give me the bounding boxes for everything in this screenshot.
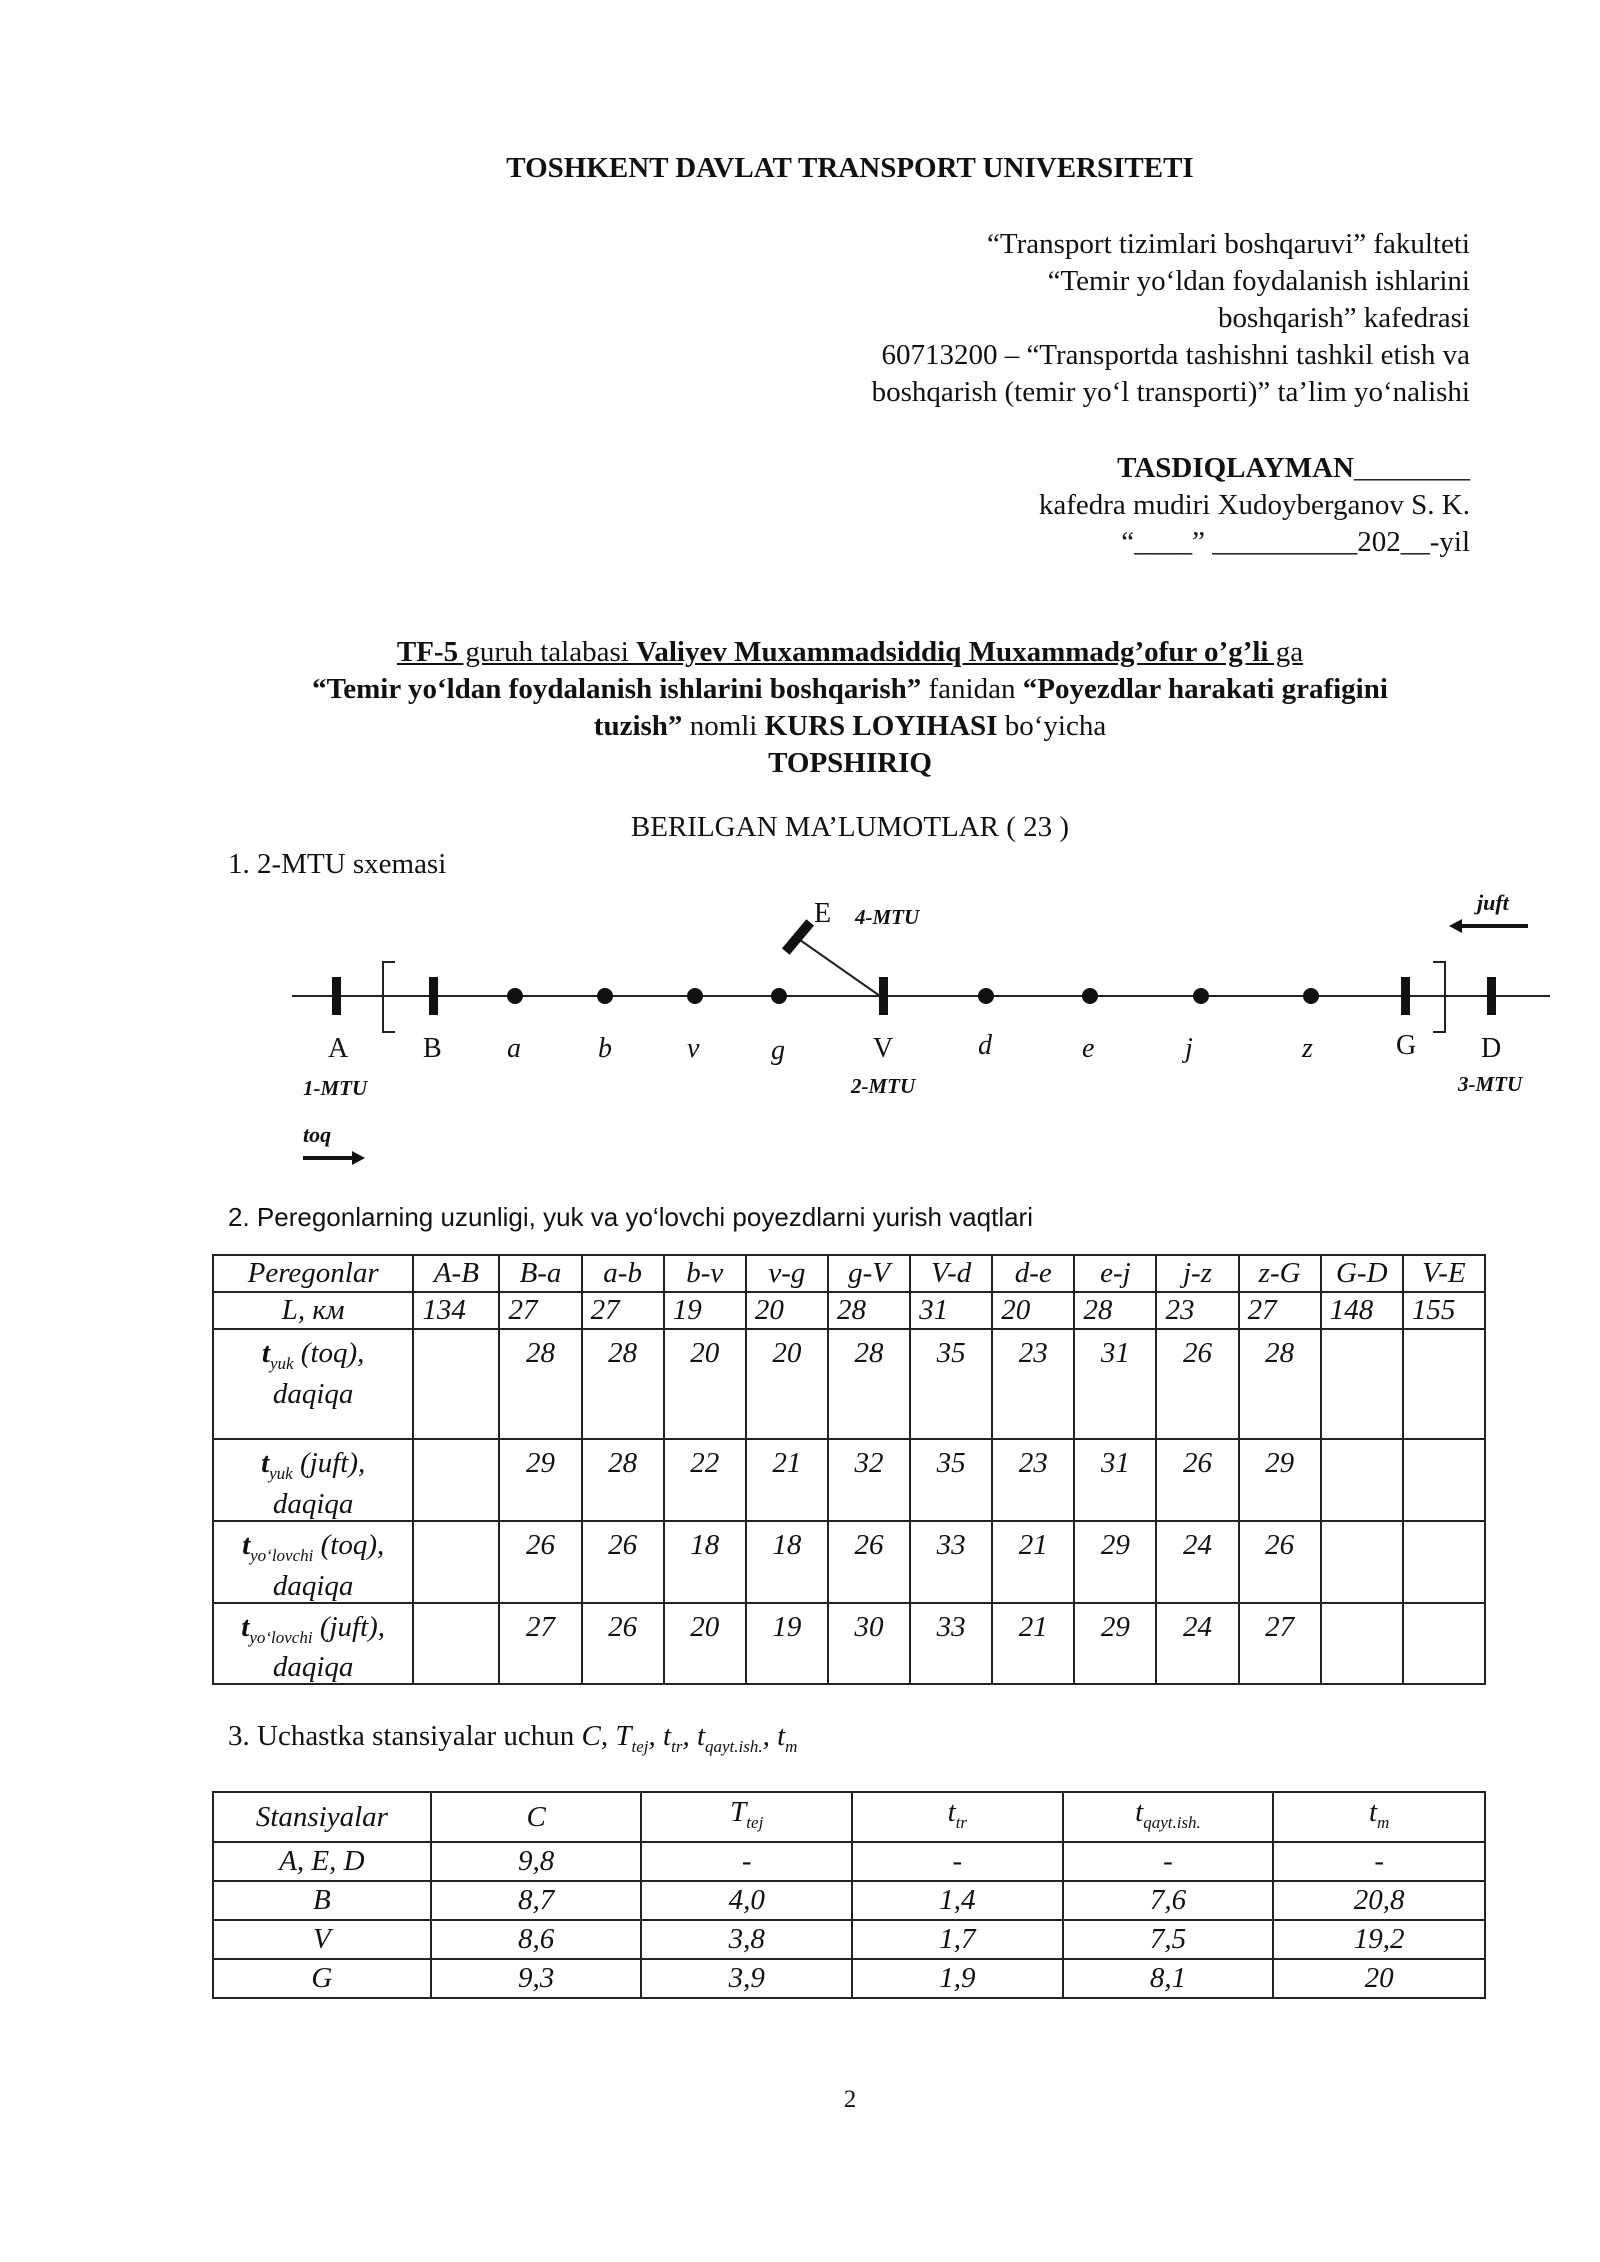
length-cell: 20 bbox=[992, 1292, 1074, 1329]
time-cell bbox=[1321, 1329, 1403, 1439]
segment-cell: G-D bbox=[1321, 1255, 1403, 1292]
time-cell: 27 bbox=[1239, 1603, 1321, 1685]
station-row bbox=[213, 1959, 1485, 1998]
time-row-label: $t_{yo‘lovchi}$ (juft), daqiqa bbox=[213, 1603, 413, 1685]
time-cell: 19 bbox=[746, 1603, 828, 1685]
station-cell: 20,8 bbox=[1273, 1881, 1485, 1920]
time-cell: 23 bbox=[992, 1329, 1074, 1439]
stations-table-header-row bbox=[213, 1792, 1485, 1842]
time-cell: 33 bbox=[910, 1521, 992, 1603]
length-cell: 155 bbox=[1403, 1292, 1485, 1329]
time-cell bbox=[1403, 1329, 1485, 1439]
section-1-title: 1. 2-MTU sxemasi bbox=[228, 848, 447, 880]
header-tej: $T_{tej}$ bbox=[641, 1792, 852, 1842]
station-cell: A, E, D bbox=[213, 1842, 431, 1881]
time-cell: 29 bbox=[1074, 1603, 1156, 1685]
station-cell: 1,4 bbox=[852, 1881, 1063, 1920]
time-cell: 31 bbox=[1074, 1329, 1156, 1439]
page-number: 2 bbox=[843, 2086, 857, 2113]
time-cell bbox=[413, 1329, 499, 1439]
station-cell: 8,1 bbox=[1063, 1959, 1274, 1998]
time-row-label: $t_{yuk}$ (juft), daqiqa bbox=[213, 1439, 413, 1521]
time-cell: 24 bbox=[1156, 1521, 1238, 1603]
stop-e-dot bbox=[1082, 988, 1098, 1004]
program-line-1: 60713200 – “Transportda tashishni tashkil etish va bbox=[881, 339, 1470, 371]
station-e-label: E bbox=[814, 898, 832, 929]
time-cell: 29 bbox=[499, 1439, 581, 1521]
segment-cell: V-d bbox=[910, 1255, 992, 1292]
program-line-2: boshqarish (temir yo‘l transporti)” ta’lim yo‘nalishi bbox=[871, 376, 1470, 408]
time-cell: 26 bbox=[1156, 1329, 1238, 1439]
approval-block bbox=[1039, 450, 1470, 561]
label-A: A bbox=[328, 1033, 349, 1064]
mtu-1-label: 1-MTU bbox=[303, 1076, 368, 1100]
station-cell: - bbox=[852, 1842, 1063, 1881]
mtu-2-label: 2-MTU bbox=[851, 1074, 916, 1098]
length-label: L, км bbox=[213, 1292, 413, 1329]
time-cell: 35 bbox=[910, 1439, 992, 1521]
label-V: V bbox=[873, 1033, 894, 1064]
stop-g-dot bbox=[771, 988, 787, 1004]
time-cell bbox=[1403, 1521, 1485, 1603]
stations-table bbox=[212, 1791, 1486, 1999]
time-cell: 24 bbox=[1156, 1603, 1238, 1685]
time-cell: 30 bbox=[828, 1603, 910, 1685]
time-cell: 27 bbox=[499, 1603, 581, 1685]
time-cell: 26 bbox=[582, 1603, 664, 1685]
time-cell: 31 bbox=[1074, 1439, 1156, 1521]
assignment-line-3: tuzish” nomli KURS LOYIHASI bo‘yicha bbox=[593, 710, 1107, 742]
station-e-mark bbox=[782, 919, 814, 955]
time-cell bbox=[1403, 1603, 1485, 1685]
stop-b-dot bbox=[597, 988, 613, 1004]
time-cell: 26 bbox=[499, 1521, 581, 1603]
segment-cell: V-E bbox=[1403, 1255, 1485, 1292]
length-cell: 28 bbox=[1074, 1292, 1156, 1329]
time-cell: 29 bbox=[1074, 1521, 1156, 1603]
label-d: d bbox=[978, 1030, 992, 1061]
approval-title: TASDIQLAYMAN________ bbox=[1117, 452, 1470, 484]
juft-label: juft bbox=[1477, 890, 1509, 915]
station-cell: 3,8 bbox=[641, 1920, 852, 1959]
label-g: g bbox=[771, 1035, 785, 1066]
time-cell: 28 bbox=[582, 1329, 664, 1439]
time-cell: 21 bbox=[746, 1439, 828, 1521]
time-cell: 28 bbox=[828, 1329, 910, 1439]
peregon-table bbox=[212, 1254, 1486, 1685]
time-cell: 26 bbox=[828, 1521, 910, 1603]
label-a: a bbox=[507, 1033, 521, 1064]
header-stations: Stansiyalar bbox=[213, 1792, 431, 1842]
stop-v-dot bbox=[687, 988, 703, 1004]
segment-cell: d-e bbox=[992, 1255, 1074, 1292]
station-cell: - bbox=[641, 1842, 852, 1881]
time-cell bbox=[1321, 1603, 1403, 1685]
time-cell: 22 bbox=[664, 1439, 746, 1521]
station-cell: - bbox=[1273, 1842, 1485, 1881]
department-line-1: “Temir yo‘ldan foydalanish ishlarini bbox=[1047, 265, 1470, 297]
time-cell: 23 bbox=[992, 1439, 1074, 1521]
time-cell bbox=[413, 1521, 499, 1603]
segment-cell: B-a bbox=[499, 1255, 581, 1292]
length-cell: 19 bbox=[664, 1292, 746, 1329]
station-cell: 9,3 bbox=[431, 1959, 642, 1998]
station-a-mark bbox=[332, 977, 341, 1015]
time-cell bbox=[1321, 1521, 1403, 1603]
station-b-mark bbox=[429, 977, 438, 1015]
peregonlar-header: Peregonlar bbox=[213, 1255, 413, 1292]
stop-z-dot bbox=[1303, 988, 1319, 1004]
station-cell: 7,5 bbox=[1063, 1920, 1274, 1959]
time-cell: 32 bbox=[828, 1439, 910, 1521]
toq-label: toq bbox=[303, 1122, 332, 1147]
department-line-2: boshqarish” kafedrasi bbox=[1217, 302, 1470, 334]
time-cell: 26 bbox=[582, 1521, 664, 1603]
given-data-title: BERILGAN MA’LUMOTLAR ( 23 ) bbox=[630, 811, 1070, 843]
section-2-title: 2. Peregonlarning uzunligi, yuk va yo‘lovchi poyezdlarni yurish vaqtlari bbox=[228, 1202, 1033, 1232]
station-row bbox=[213, 1842, 1485, 1881]
stop-j-dot bbox=[1193, 988, 1209, 1004]
university-title: TOSHKENT DAVLAT TRANSPORT UNIVERSITETI bbox=[506, 152, 1194, 184]
segment-cell: g-V bbox=[828, 1255, 910, 1292]
station-cell: G bbox=[213, 1959, 431, 1998]
time-cell: 28 bbox=[1239, 1329, 1321, 1439]
segment-cell: z-G bbox=[1239, 1255, 1321, 1292]
time-cell: 28 bbox=[499, 1329, 581, 1439]
segment-cell: v-g bbox=[746, 1255, 828, 1292]
time-row bbox=[213, 1521, 1485, 1603]
length-cell: 27 bbox=[499, 1292, 581, 1329]
length-cell: 27 bbox=[582, 1292, 664, 1329]
length-cell: 27 bbox=[1239, 1292, 1321, 1329]
segments-row bbox=[213, 1255, 1485, 1292]
peregon-table-body bbox=[213, 1255, 1485, 1684]
time-row bbox=[213, 1603, 1485, 1685]
station-cell: 19,2 bbox=[1273, 1920, 1485, 1959]
stop-d-dot bbox=[978, 988, 994, 1004]
time-cell: 18 bbox=[746, 1521, 828, 1603]
time-cell: 18 bbox=[664, 1521, 746, 1603]
station-cell: 1,9 bbox=[852, 1959, 1063, 1998]
time-cell: 20 bbox=[664, 1603, 746, 1685]
header-c: C bbox=[431, 1792, 642, 1842]
station-cell: 7,6 bbox=[1063, 1881, 1274, 1920]
time-row-label: $t_{yo‘lovchi}$ (toq), daqiqa bbox=[213, 1521, 413, 1603]
segment-cell: j-z bbox=[1156, 1255, 1238, 1292]
label-B: B bbox=[423, 1033, 442, 1064]
length-cell: 20 bbox=[746, 1292, 828, 1329]
task-title: TOPSHIRIQ bbox=[768, 747, 932, 779]
time-cell: 20 bbox=[664, 1329, 746, 1439]
stations-table-body bbox=[213, 1792, 1485, 1998]
station-g-mark bbox=[1401, 977, 1410, 1015]
station-cell: 4,0 bbox=[641, 1881, 852, 1920]
segment-cell: a-b bbox=[582, 1255, 664, 1292]
station-cell: 20 bbox=[1273, 1959, 1485, 1998]
time-cell: 28 bbox=[582, 1439, 664, 1521]
station-cell: 3,9 bbox=[641, 1959, 852, 1998]
station-cell: B bbox=[213, 1881, 431, 1920]
approval-date: “____” __________202__-yil bbox=[1121, 526, 1470, 558]
header-tr: $t_{tr}$ bbox=[852, 1792, 1063, 1842]
station-cell: - bbox=[1063, 1842, 1274, 1881]
station-cell: 1,7 bbox=[852, 1920, 1063, 1959]
length-cell: 23 bbox=[1156, 1292, 1238, 1329]
time-cell bbox=[413, 1439, 499, 1521]
lengths-row bbox=[213, 1292, 1485, 1329]
label-D: D bbox=[1481, 1033, 1502, 1064]
station-cell: 9,8 bbox=[431, 1842, 642, 1881]
label-j: j bbox=[1185, 1033, 1193, 1064]
approval-head: kafedra mudiri Xudoyberganov S. K. bbox=[1038, 489, 1470, 521]
length-cell: 28 bbox=[828, 1292, 910, 1329]
time-cell: 26 bbox=[1156, 1439, 1238, 1521]
mtu-scheme-diagram bbox=[0, 880, 1600, 1200]
station-row bbox=[213, 1881, 1485, 1920]
station-v-mark bbox=[879, 977, 888, 1015]
assignment-block bbox=[212, 634, 1488, 782]
label-e: e bbox=[1082, 1033, 1095, 1064]
time-cell: 21 bbox=[992, 1521, 1074, 1603]
mtu-4-label: 4-MTU bbox=[855, 905, 920, 929]
station-cell: 8,6 bbox=[431, 1920, 642, 1959]
assignment-line-1: TF-5 guruh talabasi Valiyev Muxammadsiddiq Muxammadg’ofur o’g’li ga bbox=[396, 636, 1304, 668]
toq-arrow-head bbox=[352, 1151, 365, 1165]
section-3-title: 3. Uchastka stansiyalar uchun C, $T_{tej}$, $t_{tr}$, $t_{qayt.ish.}$, $t_m$ bbox=[228, 1720, 798, 1756]
station-cell: 8,7 bbox=[431, 1881, 642, 1920]
label-b: b bbox=[598, 1033, 612, 1064]
stop-a-dot bbox=[507, 988, 523, 1004]
time-cell: 35 bbox=[910, 1329, 992, 1439]
segment-cell: e-j bbox=[1074, 1255, 1156, 1292]
station-d-mark bbox=[1487, 977, 1496, 1015]
time-cell: 21 bbox=[992, 1603, 1074, 1685]
length-cell: 148 bbox=[1321, 1292, 1403, 1329]
station-row bbox=[213, 1920, 1485, 1959]
time-cell: 33 bbox=[910, 1603, 992, 1685]
time-row-label: $t_{yuk}$ (toq), daqiqa bbox=[213, 1329, 413, 1439]
faculty-block bbox=[872, 226, 1470, 411]
assignment-line-2: “Temir yo‘ldan foydalanish ishlarini boshqarish” fanidan “Poyezdlar harakati grafigini bbox=[312, 673, 1388, 705]
branch-line-e bbox=[800, 940, 880, 996]
time-cell: 20 bbox=[746, 1329, 828, 1439]
time-cell bbox=[1321, 1439, 1403, 1521]
time-cell: 29 bbox=[1239, 1439, 1321, 1521]
label-z: z bbox=[1302, 1033, 1313, 1064]
segment-cell: A-B bbox=[413, 1255, 499, 1292]
time-cell: 26 bbox=[1239, 1521, 1321, 1603]
time-cell bbox=[1403, 1439, 1485, 1521]
length-cell: 31 bbox=[910, 1292, 992, 1329]
length-cell: 134 bbox=[413, 1292, 499, 1329]
faculty-line: “Transport tizimlari boshqaruvi” fakulteti bbox=[987, 228, 1470, 260]
time-row bbox=[213, 1439, 1485, 1521]
header-tqaytish: $t_{qayt.ish.}$ bbox=[1063, 1792, 1274, 1842]
label-v: v bbox=[687, 1033, 700, 1064]
time-row bbox=[213, 1329, 1485, 1439]
time-cell bbox=[413, 1603, 499, 1685]
header-tm: $t_m$ bbox=[1273, 1792, 1485, 1842]
label-G: G bbox=[1396, 1030, 1417, 1061]
station-cell: V bbox=[213, 1920, 431, 1959]
segment-cell: b-v bbox=[664, 1255, 746, 1292]
juft-arrow-head bbox=[1449, 919, 1462, 933]
mtu-3-label: 3-MTU bbox=[1458, 1072, 1523, 1096]
